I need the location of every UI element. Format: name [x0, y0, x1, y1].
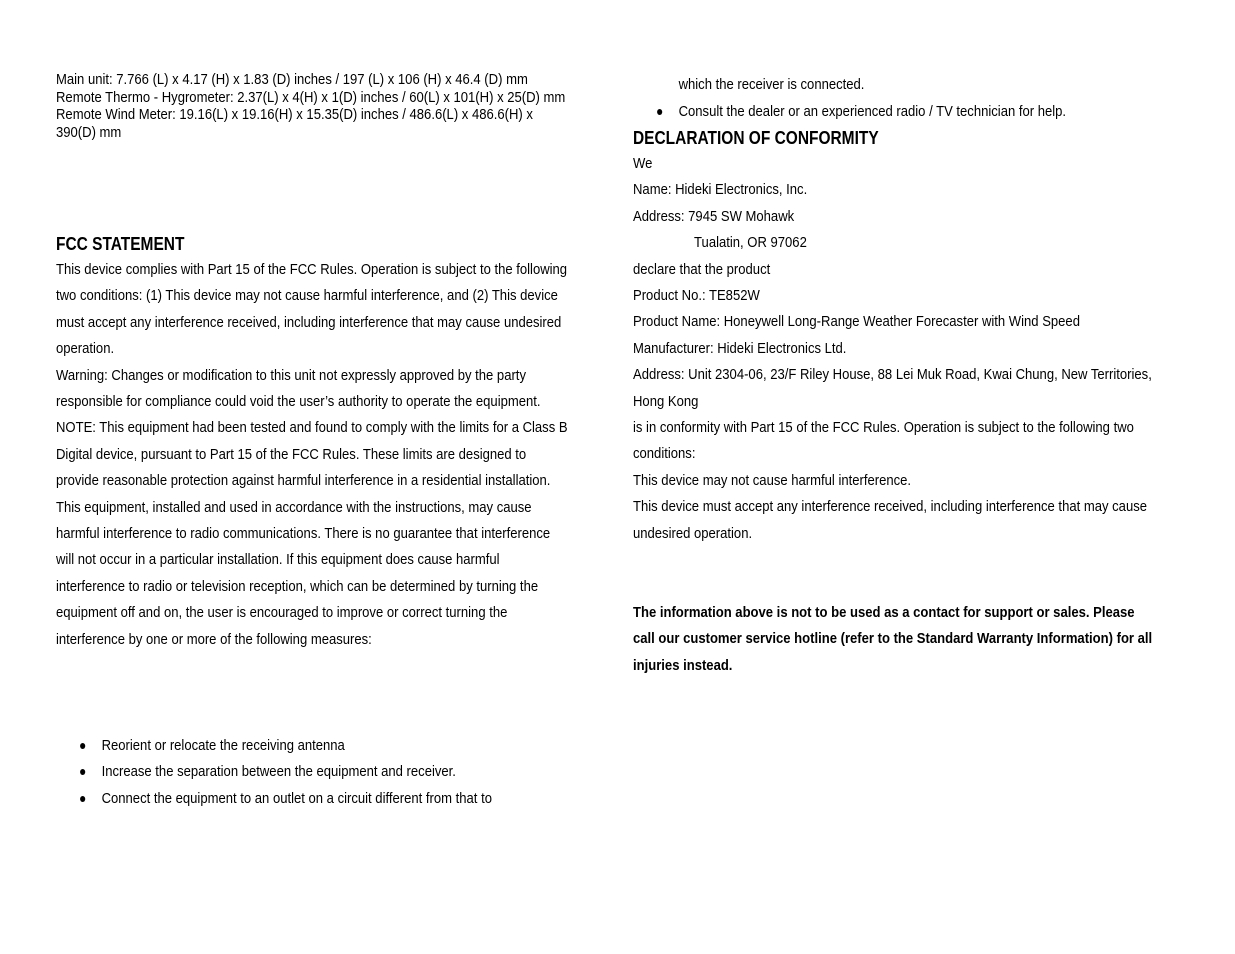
- support-notice-text: The information above is not to be used as a contact for support or sales. Please call our customer service hotline (refer to the Standard Warranty Information) for all injuries instead.: [633, 604, 1153, 674]
- dimension-main-unit: Main unit: 7.766 (L) x 4.17 (H) x 1.83 (D) inches / 197 (L) x 106 (H) x 46.4 (D) mm: [56, 71, 528, 88]
- fcc-statement-heading: FCC STATEMENT: [56, 234, 185, 254]
- declaration-manufacturer-address: Address: Unit 2304-06, 23/F Riley House, 88 Lei Muk Road, Kwai Chung, New Territories, Hong Kong: [633, 366, 1152, 410]
- declaration-manufacturer: Manufacturer: Hideki Electronics Ltd.: [633, 339, 847, 357]
- declaration-name: Name: Hideki Electronics, Inc.: [633, 181, 808, 199]
- measures-list: [56, 733, 568, 812]
- product-dimensions: [56, 71, 568, 141]
- list-item: [56, 786, 568, 812]
- bullet-icon: [80, 769, 85, 775]
- dimension-wind-meter: Remote Wind Meter: 19.16(L) x 19.16(H) x 15.35(D) inches / 486.6(L) x 486.6(H) x 390(D) mm: [56, 106, 533, 141]
- list-item-text: Increase the separation between the equipment and receiver.: [101, 763, 456, 781]
- declaration-product-name: Product Name: Honeywell Long-Range Weather Forecaster with Wind Speed: [633, 313, 1080, 331]
- declaration-product-no: Product No.: TE852W: [633, 287, 760, 305]
- bullet-icon: [657, 109, 662, 115]
- dimension-thermo-hygrometer: Remote Thermo - Hygrometer: 2.37(L) x 4(H) x 1(D) inches / 60(L) x 101(H) x 25(D) mm: [56, 88, 566, 106]
- fcc-warning-paragraph: Warning: Changes or modification to this unit not expressly approved by the party responsible for compliance could void the user’s authority to operate the equipment.: [56, 366, 541, 411]
- list-item-text: Reorient or relocate the receiving antenna: [101, 737, 345, 754]
- declaration-heading: DECLARATION OF CONFORMITY: [633, 128, 879, 148]
- measures-continued: [633, 72, 1153, 98]
- bullet-icon: [80, 796, 85, 802]
- fcc-paragraph: This device complies with Part 15 of the FCC Rules. Operation is subject to the following two conditions: (1) This device may not cause harmful interference, and (2) This device must accept any interference received, including interference that may cause undesired operation.: [56, 261, 568, 358]
- bullet-icon: [80, 743, 85, 749]
- declaration-condition-1: This device may not cause harmful interference.: [633, 471, 912, 489]
- fcc-note-paragraph: NOTE: This equipment had been tested and found to comply with the limits for a Class B Digital device, pursuant to Part 15 of the FCC Rules. These limits are designed to provide reasonable protection against harmful interference in a residential installation. This equipment, installed and used in accordance with the instructions, may cause harmful interference to radio communications. There is no guarantee that interference will not occur in a particular installation. If this equipment does cause harmful interference to radio or television reception, which can be determined by turning the equipment off and on, the user is encouraged to improve or correct turning the interference by one or more of the following measures:: [56, 419, 568, 648]
- measure-continuation-text: which the receiver is connected.: [678, 76, 865, 93]
- list-item: [633, 99, 1153, 125]
- declaration-declare: declare that the product: [633, 260, 771, 278]
- list-item-text: Connect the equipment to an outlet on a circuit different from that to: [101, 789, 492, 807]
- list-item: [56, 733, 568, 759]
- declaration-conformity: is in conformity with Part 15 of the FCC Rules. Operation is subject to the following two conditions:: [633, 419, 1134, 463]
- declaration-body: [633, 151, 1153, 547]
- declaration-address-city: Tualatin, OR 97062: [694, 234, 807, 252]
- declaration-address: Address: 7945 SW Mohawk: [633, 207, 795, 225]
- declaration-we: We: [633, 155, 653, 172]
- support-notice: [633, 600, 1153, 679]
- measures-list-continued: [633, 99, 1153, 125]
- list-item-text: Consult the dealer or an experienced radio / TV technician for help.: [678, 103, 1067, 120]
- fcc-statement-body: [56, 257, 568, 653]
- list-item: [56, 759, 568, 785]
- declaration-condition-2: This device must accept any interference received, including interference that may cause undesired operation.: [633, 498, 1148, 542]
